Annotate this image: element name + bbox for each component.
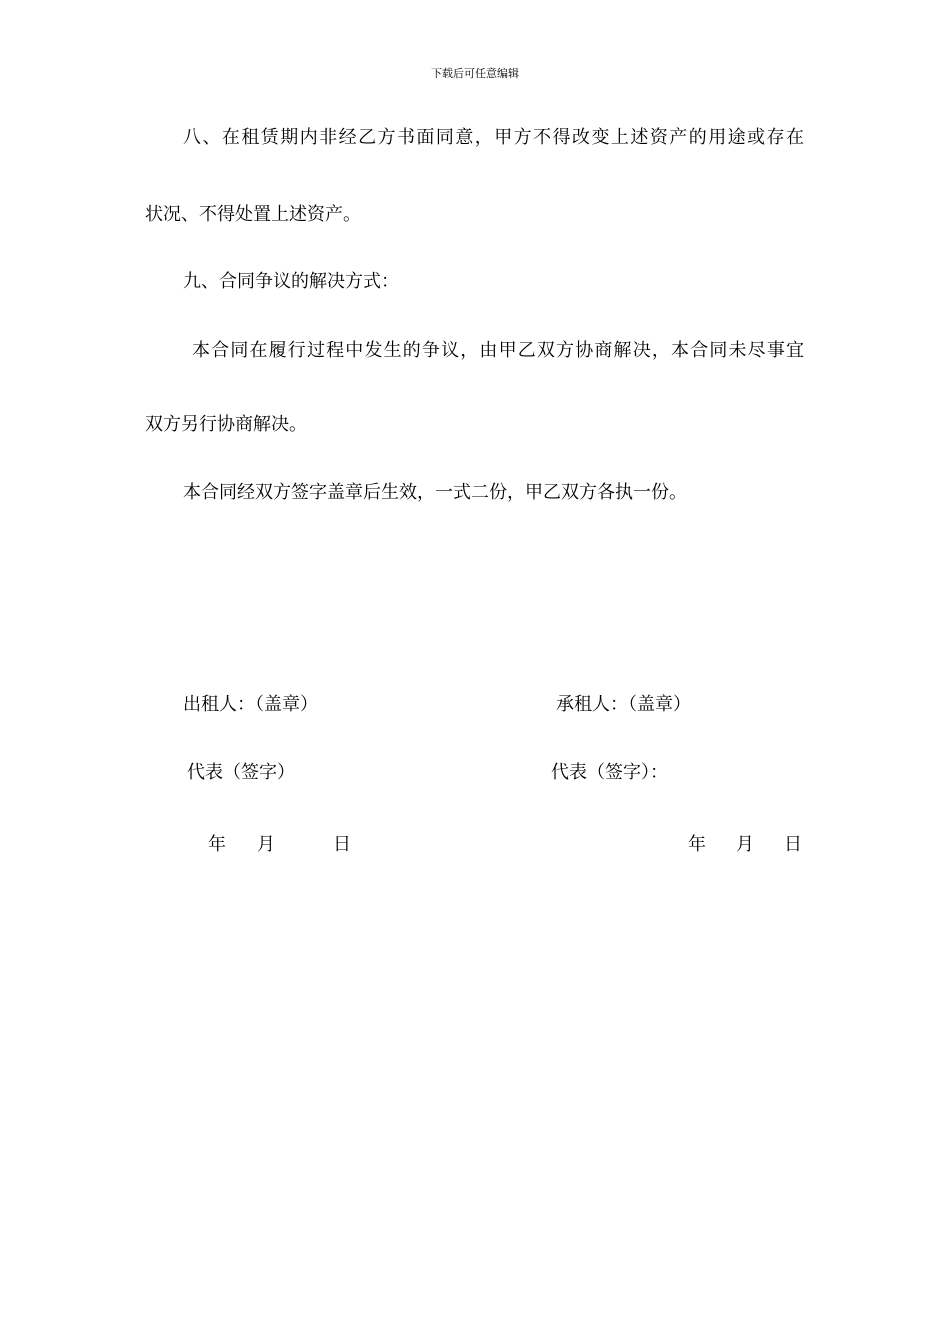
lessor-date-month: 月 — [257, 834, 275, 855]
lessor-date-year: 年 — [208, 834, 226, 855]
lessor-date-day: 日 — [333, 834, 351, 855]
lessee-date-day: 日 — [784, 834, 802, 855]
lessee-seal-label: 承租人：（盖章） — [556, 694, 691, 715]
clause-9-line-2: 双方另行协商解决。 — [145, 414, 307, 435]
clause-8-line-2: 状况、不得处置上述资产。 — [145, 204, 361, 225]
lessor-representative-label: 代表（签字） — [187, 762, 295, 783]
lessee-date-year: 年 — [688, 834, 706, 855]
clause-9-line-1: 本合同在履行过程中发生的争议，由甲乙双方协商解决，本合同未尽事宜 — [192, 340, 804, 361]
clause-8-line-1: 八、在租赁期内非经乙方书面同意，甲方不得改变上述资产的用途或存在 — [183, 127, 804, 148]
page-header: 下载后可任意编辑 — [431, 67, 519, 80]
effect-clause: 本合同经双方签字盖章后生效，一式二份，甲乙双方各执一份。 — [183, 482, 687, 503]
lessor-seal-label: 出租人：（盖章） — [183, 694, 318, 715]
lessee-representative-label: 代表（签字）： — [551, 762, 668, 783]
clause-9-title: 九、合同争议的解决方式： — [183, 271, 399, 292]
lessee-date-month: 月 — [736, 834, 754, 855]
